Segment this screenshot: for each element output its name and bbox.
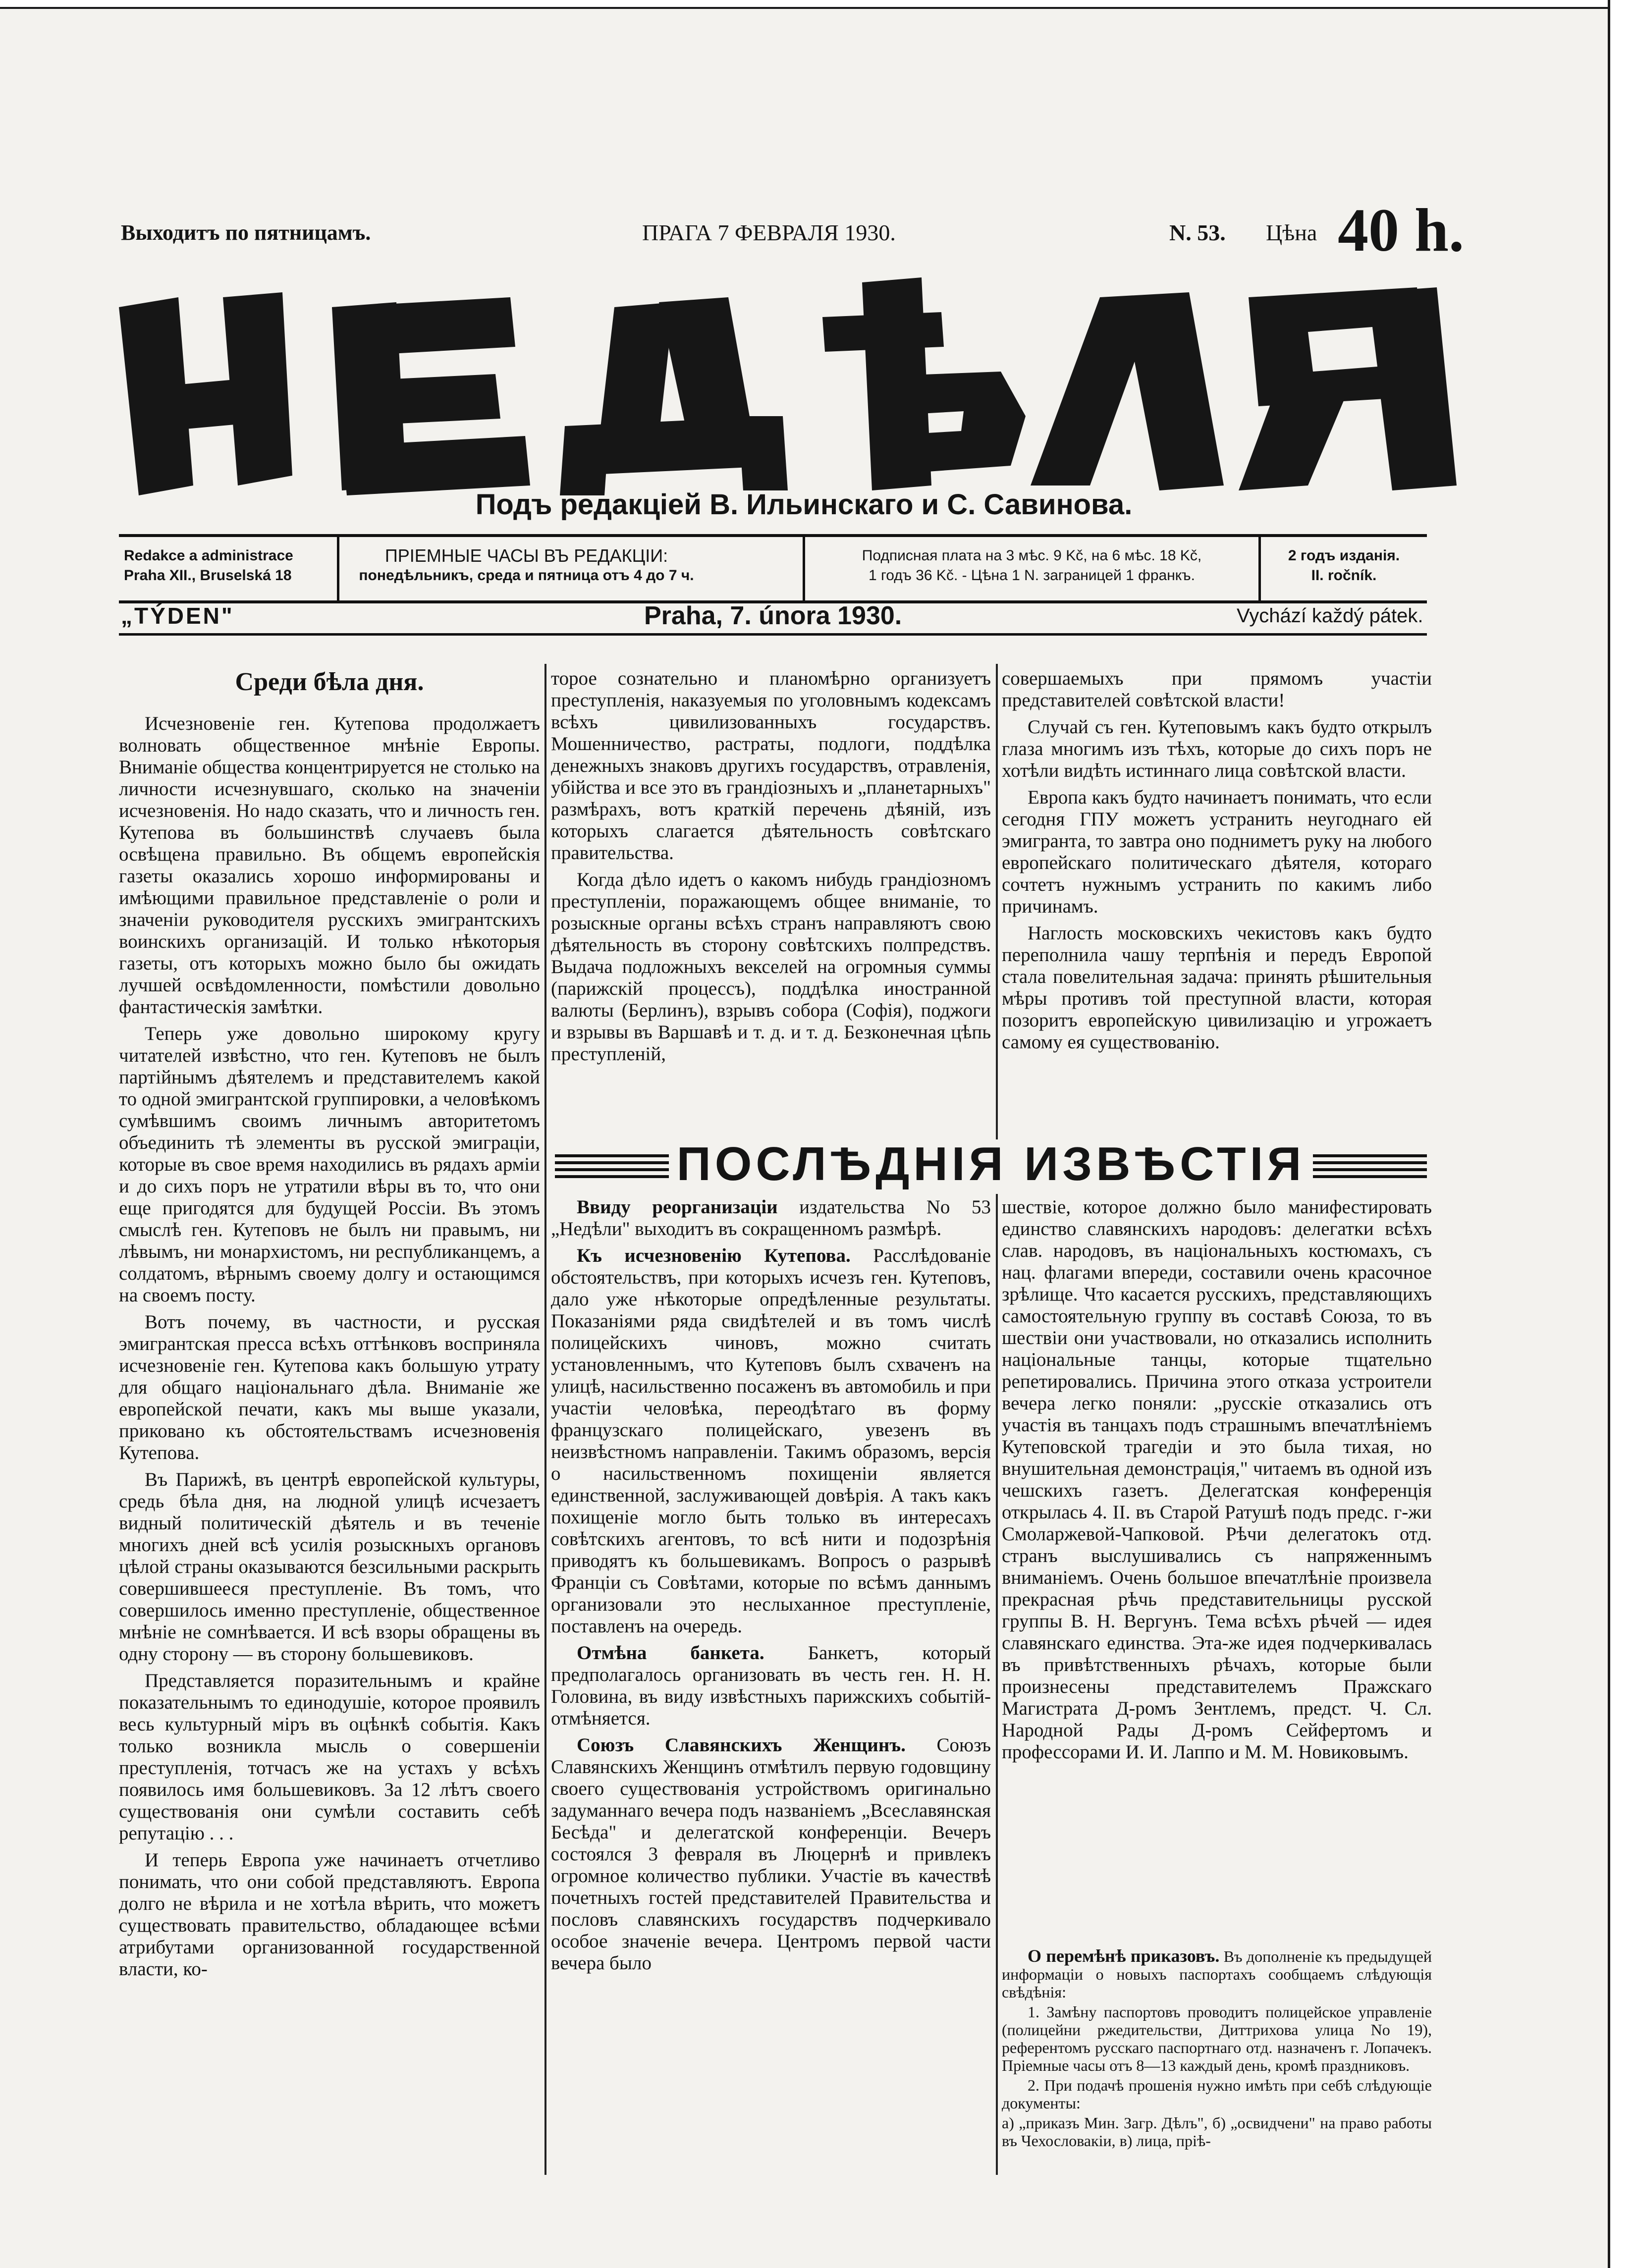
- price: 40 h.: [1338, 196, 1464, 264]
- passport-notice: [1002, 1947, 1432, 2155]
- news-item-continued: шествіе, которое должно было манифестировать единство славянскихъ народовъ: делегатки всѣхъ слав. народовъ, въ національныхъ костюмахъ, съ нац. флагами впереди, составили очень красочное зрѣлище. Что касается русскихъ, представляющихъ самостоятельную группу въ составѣ Союза, то въ шествіи они участвовали, но отказались исполнить національные танцы, которые тщательно репетировались. Причина этого отказа устроители вечера легко поняли: „русскіе отказались отъ участія въ танцахъ подъ страшнымъ впечатлѣніемъ Кутеповской трагедіи и это была тихая, но внушительная демонстрація," читаемъ въ одной изъ чешскихъ газетъ. Делегатская конференція открылась 4. II. въ Старой Ратушѣ подъ предс. г-жи Смоларжевой-Чапковой. Рѣчи делегатокъ отд. странъ выслушивались съ напряженнымъ вниманіемъ. Очень большое впечатлѣніе произвела прекрасная рѣчь представительницы русской группы В. Н. Вергунъ. Тема всѣхъ рѣчей — идея славянскаго единства. Эта-же идея подчеркивалась въ привѣтственныхъ рѣчахъ, которые были произнесены представителемъ Пражскаго Магистрата Д-ромъ Зентлемъ, предст. Ч. Сл. Народной Рады Д-ромъ Сейфертомъ и профессорами И. И. Лаппо и М. М. Новиковымъ.: [1002, 1196, 1432, 1763]
- volume-year-ru: 2 годъ изданія.: [1288, 547, 1400, 564]
- masthead-logo-graphic: [119, 277, 1457, 495]
- office-hours-title: ПРІЕМНЫЕ ЧАСЫ ВЪ РЕДАКЦІИ:: [384, 545, 668, 566]
- masthead-logo: [119, 277, 1457, 495]
- notice-item: 1. Замѣну паспортовъ проводитъ полицейское управленіе (полицейни ржедительстви, Диттрихова улица No 19), референтомъ русскаго паспортнаго отд. назначенъ г. Лопачекъ. Пріемные часы отъ 8—13 каждый день, кромѣ праздниковъ.: [1002, 2003, 1432, 2074]
- news-item-text: Союзъ Славянскихъ Женщинъ отмѣтилъ первую годовщину своего существованія устройствомъ оригинально задуманнаго вечера подъ названіемъ „Всеславянская Бесѣда" и делегатской конференціи. Вечеръ состоялся 3 февраля въ Люцернѣ и привлекъ огромное количество публики. Участіе въ качествѣ почетныхъ гостей представителей Правительства и пословъ славянскихъ государствъ подчеркивало особое значеніе вечера. Центромъ первой части вечера было: [551, 1734, 991, 1974]
- notice-item: а) „приказъ Мин. Загр. Дѣлъ", б) „освидчени" на право работы въ Чехословакіи, в) лица, прiѣ-: [1002, 2114, 1432, 2150]
- subscription-info: [803, 537, 1258, 600]
- article-paragraph: И теперь Европа уже начинаетъ отчетливо понимать, что они собой представляютъ. Европа долго не вѣрила и не хотѣла вѣрить, что можетъ существовать правительство, обладающее всѣми атрибутами организованной государственной власти, ко-: [119, 1849, 540, 1980]
- article-paragraph: Исчезновеніе ген. Кутепова продолжаетъ волновать общественное мнѣніе Европы. Вниманіе общества концентрируется не столько на личности исчезнувшаго, сколько на значеніи исчезновенія. Но надо сказать, что и личность ген. Кутепова въ большинствѣ случаевъ была освѣщена правильно. Въ общемъ европейскія газеты оказались хорошо информированы и имѣющими правильное представленіе о роли и значеніи руководителя русскихъ эмигрантскихъ воинскихъ организацій. И только нѣкоторыя газеты, отъ которыхъ можно было бы ожидать лучшей освѣдомленности, помѣстили довольно фантастическія замѣтки.: [119, 713, 540, 1018]
- news-section-title: ПОСЛѢДНІЯ ИЗВѢСТІЯ: [676, 1137, 1306, 1190]
- volume-year: [1258, 537, 1427, 600]
- issue-number: N. 53.: [1169, 220, 1226, 245]
- scan-border-right: [1608, 0, 1634, 2268]
- czech-dateline: Praha, 7. února 1930.: [644, 601, 902, 630]
- news-item-lead: Союзъ Славянскихъ Женщинъ.: [577, 1734, 906, 1756]
- news-item-lead: Отмѣна банкета.: [577, 1642, 764, 1664]
- article-paragraph: Вотъ почему, въ частности, и русская эмигрантская пресса всѣхъ оттѣнковъ восприняла исчезновеніе ген. Кутепова какъ большую утрату для общаго національнаго дѣла. Вниманіе же европейской печати, какъ мы выше указали, приковано къ обстоятельствамъ исчезновенія Кутепова.: [119, 1311, 540, 1463]
- lead-article: [119, 671, 540, 2158]
- lead-article-continued: [551, 668, 991, 1129]
- admin-address: Praha XII., Bruselská 18: [124, 567, 292, 584]
- notice-text: Въ дополненіе къ предыдущей информаціи о новыхъ паспортахъ сообщаемъ слѣдующія свѣдѣнія:: [1002, 1947, 1432, 2001]
- news-column: [551, 1196, 991, 2153]
- article-paragraph: Наглость московскихъ чекистовъ какъ будто переполнила чашу терпѣнія и передъ Европой стала повелительная задача: принять рѣшительныя мѣры противъ той преступной власти, которая позоритъ европейскую цивилизацію и угрожаетъ самому ея существованію.: [1002, 922, 1432, 1053]
- column-divider: [996, 1194, 998, 2175]
- news-column: [1002, 1196, 1432, 1940]
- article-paragraph: Представляется поразительнымъ и крайне показательнымъ то единодушіе, которое проявилъ весь культурный міръ въ оцѣнкѣ событія. Какъ только возникла мысль о совершеніи преступленія, тотчасъ же на устахъ у всѣхъ появилось имя большевиковъ. За 12 лѣтъ своего существованія они сумѣли составить себѣ репутацію . . .: [119, 1670, 540, 1844]
- article-paragraph: Въ Парижѣ, въ центрѣ европейской культуры, средь бѣла дня, на людной улицѣ исчезаетъ видный политическій дѣятель и въ теченіе многихъ дней всѣ усилія розыскныхъ органовъ цѣлой страны оказываются безсильными раскрыть совершившееся преступленіе. Въ томъ, что совершилось именно преступленіе, общественное мнѣніе не сомнѣвается. И всѣ взоры обращены въ одну сторону — въ сторону большевиковъ.: [119, 1469, 540, 1665]
- notice-lead: О перемѣнѣ приказовъ.: [1028, 1947, 1220, 1966]
- column-divider: [996, 664, 998, 1139]
- publication-frequency: Выходитъ по пятницамъ.: [121, 220, 371, 245]
- article-paragraph: Теперь уже довольно широкому кругу читателей извѣстно, что ген. Кутеповъ не былъ партійнымъ дѣятелемъ и представителемъ какой то одной эмигрантской группировки, а человѣкомъ сумѣвшимъ своимъ личнымъ авторитетомъ объединить тѣ элементы въ русской эмиграціи, которые въ свое время находились въ рядахъ арміи и до сихъ поръ не утратили вѣры въ то, что они еще пригодятся для будущей Россіи. Въ этомъ смыслѣ ген. Кутеповъ не былъ ни правымъ, ни лѣвымъ, ни монархистомъ, ни республиканцемъ, а солдатомъ, вѣрнымъ своему долгу и остающимся на своемъ посту.: [119, 1023, 540, 1306]
- subscription-price: 1 годъ 36 Kč. - Цѣна 1 N. заграницей 1 франкъ.: [868, 567, 1196, 584]
- lead-article-continued: [1002, 668, 1432, 1129]
- news-item-lead: Ввиду реорганизаціи: [577, 1196, 778, 1218]
- scan-border-top: [0, 0, 1608, 9]
- news-item: [551, 1196, 991, 1240]
- editors-line: Подъ редакціей В. Ильинскаго и С. Савинова.: [475, 488, 1133, 521]
- news-item: [551, 1734, 991, 1974]
- news-item-text: издательства No 53 „Недѣли" выходитъ въ сокращенномъ размѣрѣ.: [551, 1196, 991, 1240]
- article-paragraph: торое сознательно и планомѣрно организуетъ преступленія, наказуемыя по уголовнымъ кодексамъ всѣхъ цивилизованныхъ государствъ. Мошенничество, растраты, подлоги, поддѣлка денежныхъ знаковъ другихъ государствъ, отравленія, убійства и все это въ грандіозныхъ и „планетарныхъ" размѣрахъ, вотъ краткій перечень дѣяній, изъ которыхъ слагается дѣятельность совѣтскаго правительства.: [551, 668, 991, 864]
- office-hours: [337, 537, 713, 600]
- czech-title: „TÝDEN": [121, 603, 234, 629]
- article-paragraph: Европа какъ будто начинаетъ понимать, что если сегодня ГПУ можетъ устранить неугоднаго ей эмигранта, то завтра оно подниметъ руку на любого европейскаго политическаго дѣятеля, котораго сочтетъ нужнымъ устранить по какимъ либо причинамъ.: [1002, 787, 1432, 917]
- dateline: ПРАГА 7 ФЕВРАЛЯ 1930.: [642, 220, 896, 245]
- czech-frequency: Vychází každý pátek.: [1237, 605, 1423, 627]
- news-item-text: Банкетъ, который предполагалось организовать въ честь ген. Н. Н. Головина, въ виду извѣстныхъ парижскихъ событій-отмѣняется.: [551, 1642, 991, 1729]
- volume-year-cz: II. ročník.: [1311, 567, 1377, 584]
- price-label: Цѣна: [1266, 220, 1317, 245]
- news-section-header: [550, 1134, 1432, 1194]
- office-hours-days: понедѣльникъ, среда и пятница отъ 4 до 7 ч.: [359, 567, 694, 584]
- news-item: [551, 1245, 991, 1637]
- header-rule: [119, 633, 1427, 636]
- subscription-rates: Подписная плата на 3 мѣс. 9 Kč, на 6 мѣс. 18 Kč,: [862, 547, 1202, 564]
- article-paragraph: Когда дѣло идетъ о какомъ нибудь грандіозномъ преступленіи, поражающемъ общее вниманіе, то розыскные органы всѣхъ странъ направляютъ свою дѣятельность въ сторону совѣтскихъ полпредствъ. Выдача подложныхъ векселей на огромныя суммы (парижскій процессъ), поддѣлка иностранной валюты (Берлинъ), взрывъ собора (Софія), поджоги и взрывы въ Варшавѣ и т. д. и т. д. Безконечная цѣпь преступленій,: [551, 869, 991, 1065]
- news-item: [551, 1642, 991, 1729]
- column-divider: [545, 664, 546, 2175]
- info-bar: [119, 534, 1427, 603]
- article-title: Среди бѣла дня.: [235, 671, 424, 696]
- admin-label: Redakce a administrace: [124, 547, 293, 564]
- article-paragraph: Случай съ ген. Кутеповымъ какъ будто открылъ глаза многимъ изъ тѣхъ, которые до сихъ поръ не хотѣли видѣть истиннаго лица совѣтской власти.: [1002, 716, 1432, 781]
- notice-item: [1002, 1947, 1432, 2001]
- notice-item: 2. При подачѣ прошенія нужно имѣть при себѣ слѣдующіе документы:: [1002, 2076, 1432, 2112]
- administration-address: [119, 537, 337, 600]
- article-paragraph: совершаемыхъ при прямомъ участіи представителей совѣтской власти!: [1002, 668, 1432, 711]
- news-item-text: Расслѣдованіе обстоятельствъ, при которыхъ исчезъ ген. Кутеповъ, дало уже нѣкоторые опредѣленные результаты. Показаніями ряда свидѣтелей и въ томъ числѣ полицейскихъ чиновъ, можно считать установленнымъ, что Кутеповъ былъ схваченъ на улицѣ, насильственно посаженъ въ автомобиль и при участіи человѣка, переодѣтаго въ форму французскаго полицейскаго, увезенъ въ неизвѣстномъ направленіи. Такимъ образомъ, версія о насильственномъ похищеніи является единственной, заслуживающей довѣрія. А такъ какъ похищеніе могло быть только въ интересахъ совѣтскихъ агентовъ, то всѣ нити и подозрѣнія приводятъ къ большевикамъ. Вопросъ о разрывѣ Франціи съ Совѣтами, которые по всѣмъ даннымъ организовали это неслыханное преступленіе, поставленъ на очередь.: [551, 1245, 991, 1637]
- news-item-lead: Къ исчезновенію Кутепова.: [577, 1245, 851, 1266]
